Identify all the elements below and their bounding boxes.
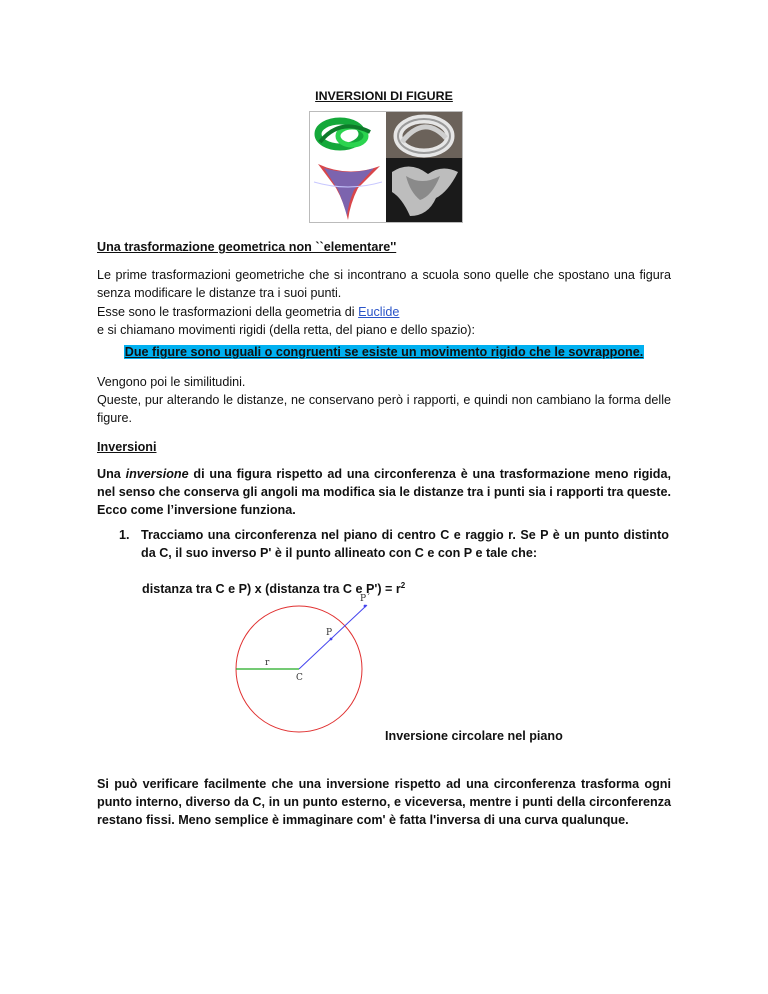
grey-surface-image bbox=[386, 158, 462, 222]
label-c: C bbox=[296, 673, 303, 683]
document-title: INVERSIONI DI FIGURE bbox=[315, 89, 453, 103]
inversion-diagram bbox=[221, 591, 385, 739]
label-p: P bbox=[326, 628, 333, 638]
paragraph-similitudini-line1: Vengono poi le similitudini. bbox=[97, 375, 246, 389]
paragraph-euclide-continuation: e si chiamano movimenti rigidi (della retta, del piano e dello spazio): bbox=[97, 323, 476, 337]
euclide-link[interactable]: Euclide bbox=[358, 305, 400, 319]
definition-text-rest: di una figura rispetto ad una circonferenza è una trasformazione meno rigida, nel senso che conserva gli angoli ma modifica sia le distanze tra i punti sia i rapporti tra queste. Ecco come l’inversione funziona. bbox=[97, 467, 671, 517]
paragraph-closing: Si può verificare facilmente che una inversione rispetto ad una circonferenza trasforma ogni punto interno, diverso da C, in un punto esterno, e viceversa, mentre i punti della circonferenza restano fissi. Meno semplice è immaginare com' è fatta l'inversa di una curva qualunque. bbox=[97, 777, 671, 827]
formula-exponent: 2 bbox=[400, 580, 406, 590]
ray-segment bbox=[299, 605, 367, 669]
section-heading-trasformazione: Una trasformazione geometrica non ``elementare'' bbox=[97, 240, 397, 254]
highlighted-definition: Due figure sono uguali o congruenti se esiste un movimento rigido che le sovrappone. bbox=[124, 345, 644, 359]
red-blue-funnel-image bbox=[310, 158, 386, 222]
paragraph-euclide-text: Esse sono le trasformazioni della geometria di bbox=[97, 305, 359, 319]
point-p-prime bbox=[364, 605, 367, 608]
figure-collage bbox=[309, 111, 463, 223]
formula-text: distanza tra C e P) x (distanza tra C e P') = r bbox=[142, 582, 401, 596]
green-knot-image bbox=[310, 112, 386, 158]
list-item-text: Tracciamo una circonferenza nel piano di centro C e raggio r. Se P è un punto distinto da C, il suo inverso P' è il punto allineato con C e con P e tale che: bbox=[141, 528, 669, 560]
point-p bbox=[330, 638, 333, 641]
label-p-prime: P´ bbox=[360, 594, 371, 604]
definition-text-start: Una bbox=[97, 467, 126, 481]
silver-ring-image bbox=[386, 112, 462, 158]
section-heading-inversioni: Inversioni bbox=[97, 440, 157, 454]
definition-term: inversione bbox=[125, 467, 189, 481]
paragraph-euclide bbox=[97, 303, 671, 339]
diagram-caption: Inversione circolare nel piano bbox=[385, 729, 563, 743]
paragraph-inversione-definition bbox=[97, 465, 671, 519]
paragraph-intro: Le prime trasformazioni geometriche che si incontrano a scuola sono quelle che spostano una figura senza modificare le distanze tra i suoi punti. bbox=[97, 268, 671, 300]
label-r: r bbox=[265, 658, 270, 668]
paragraph-similitudini: Queste, pur alterando le distanze, ne conservano però i rapporti, e quindi non cambiano la forma delle figure. bbox=[97, 393, 671, 425]
list-number: 1. bbox=[119, 528, 130, 542]
